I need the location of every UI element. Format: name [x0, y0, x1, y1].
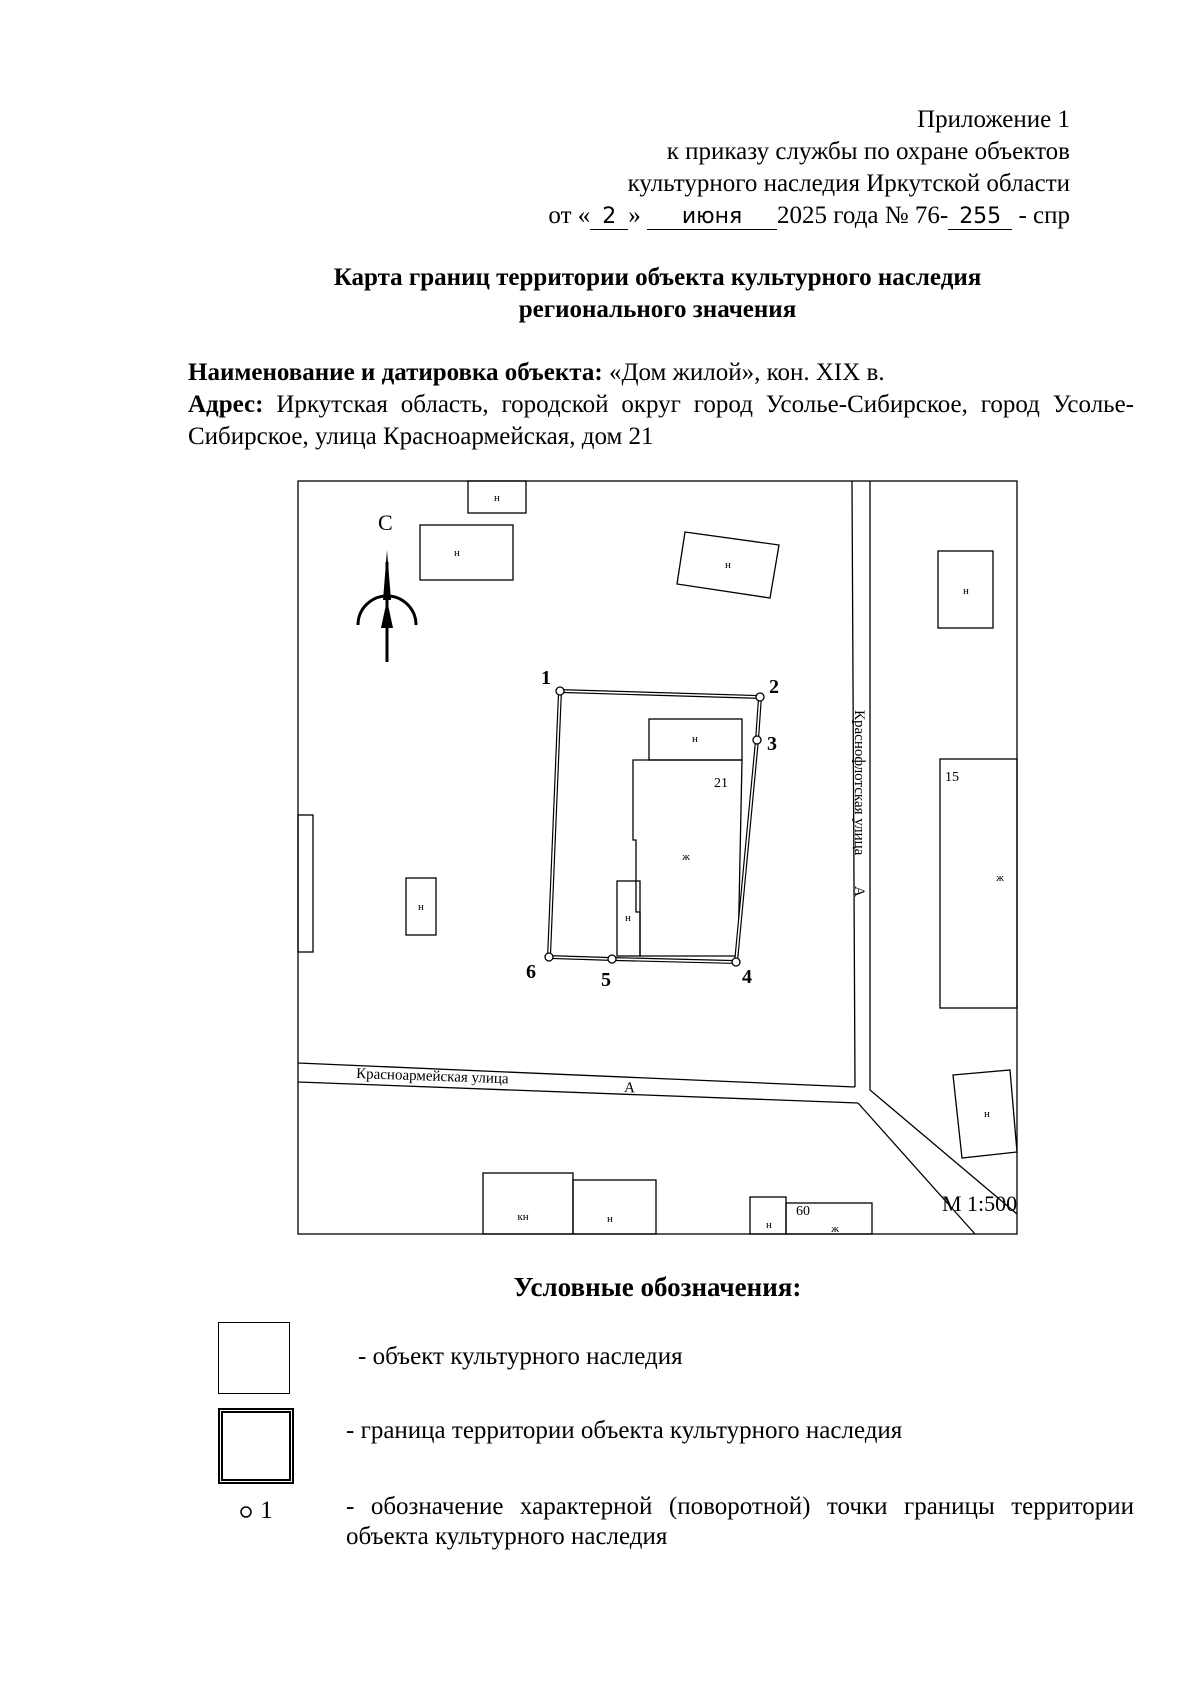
appendix-line-1: Приложение 1: [917, 106, 1070, 133]
title-line-1: Карта границ территории объекта культурного наследия: [333, 264, 982, 291]
point-label-1: 1: [541, 667, 551, 689]
building-code: н: [725, 559, 731, 571]
legend-point-number: 1: [260, 1497, 273, 1524]
street-label-krasnoflotskaya: Краснофлотская улица: [851, 710, 867, 856]
date-year: 2025 года № 76-: [777, 202, 949, 229]
building-code: ж: [682, 851, 690, 863]
object-address-value: Иркутская область, городской округ город Усолье-Сибирское, город Усолье-Сибирское, улица Красноармейская, дом 21: [188, 391, 1135, 450]
house-number-21: 21: [714, 776, 728, 791]
building-code: ж: [831, 1223, 839, 1235]
map-frame: [298, 481, 1017, 1234]
building-code: н: [984, 1108, 990, 1120]
legend-swatch-boundary: [218, 1408, 294, 1484]
legend-label: - граница территории объекта культурного наследия: [346, 1417, 903, 1444]
building-code: н: [607, 1213, 613, 1225]
street-category-label: А: [851, 886, 867, 897]
street-label-krasnoarmeyskaya: Красноармейская улица: [355, 1066, 509, 1088]
building: [573, 1180, 656, 1234]
boundary-point: [753, 736, 761, 744]
point-label-5: 5: [601, 969, 611, 991]
point-label-3: 3: [767, 733, 777, 755]
date-prefix: от «: [548, 202, 591, 229]
north-arrow-icon: [358, 510, 416, 662]
street-line: [298, 1082, 858, 1103]
building-code: н: [494, 492, 500, 504]
appendix-line-2: к приказу службы по охране объектов: [666, 138, 1070, 165]
date-day: 2: [590, 205, 628, 230]
order-suffix: - спр: [1018, 202, 1070, 229]
building: [940, 759, 1017, 1008]
legend-item-boundary-point: [200, 1492, 1134, 1562]
boundary-point: [556, 687, 564, 695]
building-code: н: [692, 733, 698, 745]
territory-boundary: [549, 691, 760, 962]
building-code: н: [766, 1219, 772, 1231]
territory-boundary-inner: [549, 691, 760, 962]
object-address-label: Адрес:: [188, 391, 264, 418]
legend-swatch-object: [218, 1322, 290, 1394]
boundary-point: [545, 953, 553, 961]
title-line-2: регионального значения: [518, 296, 797, 323]
building-code: н: [418, 901, 424, 913]
house-number-60: 60: [796, 1204, 810, 1219]
date-month: июня: [647, 205, 777, 230]
house-number-15: 15: [945, 770, 959, 785]
boundary-point: [756, 693, 764, 701]
object-name-value: «Дом жилой», кон. XIX в.: [608, 359, 885, 386]
order-number: 255: [948, 205, 1012, 230]
date-mid: »: [628, 202, 641, 229]
boundary-point: [608, 955, 616, 963]
building-code: н: [963, 585, 969, 597]
legend-point-symbol: [238, 1496, 273, 1526]
legend-title: Условные обозначения:: [513, 1272, 802, 1302]
street-category-label: А: [623, 1080, 636, 1097]
point-label-2: 2: [769, 676, 779, 698]
appendix-line-3: культурного наследия Иркутской области: [627, 170, 1070, 197]
legend-item-heritage-object: [200, 1322, 1134, 1394]
legend-item-territory-boundary: [200, 1408, 1134, 1480]
north-label: С: [378, 510, 393, 535]
map-scale: М 1:500: [942, 1191, 1018, 1216]
street-line: [870, 481, 1017, 1214]
boundary-point: [732, 958, 740, 966]
object-name-label: Наименование и датировка объекта:: [188, 359, 603, 386]
building-code: н: [625, 912, 631, 924]
building: [298, 815, 313, 952]
building-code: кн: [517, 1211, 529, 1223]
building: [420, 525, 513, 580]
building: [483, 1173, 573, 1234]
point-label-6: 6: [526, 961, 536, 983]
boundary-point-icon: [238, 1504, 254, 1520]
legend-label: - обозначение характерной (поворотной) точки границы территории объекта культурного наследия: [346, 1493, 1134, 1550]
building-code: ж: [996, 872, 1004, 884]
building-code: н: [454, 547, 460, 559]
point-label-4: 4: [742, 966, 752, 988]
legend-label: - объект культурного наследия: [358, 1343, 683, 1370]
